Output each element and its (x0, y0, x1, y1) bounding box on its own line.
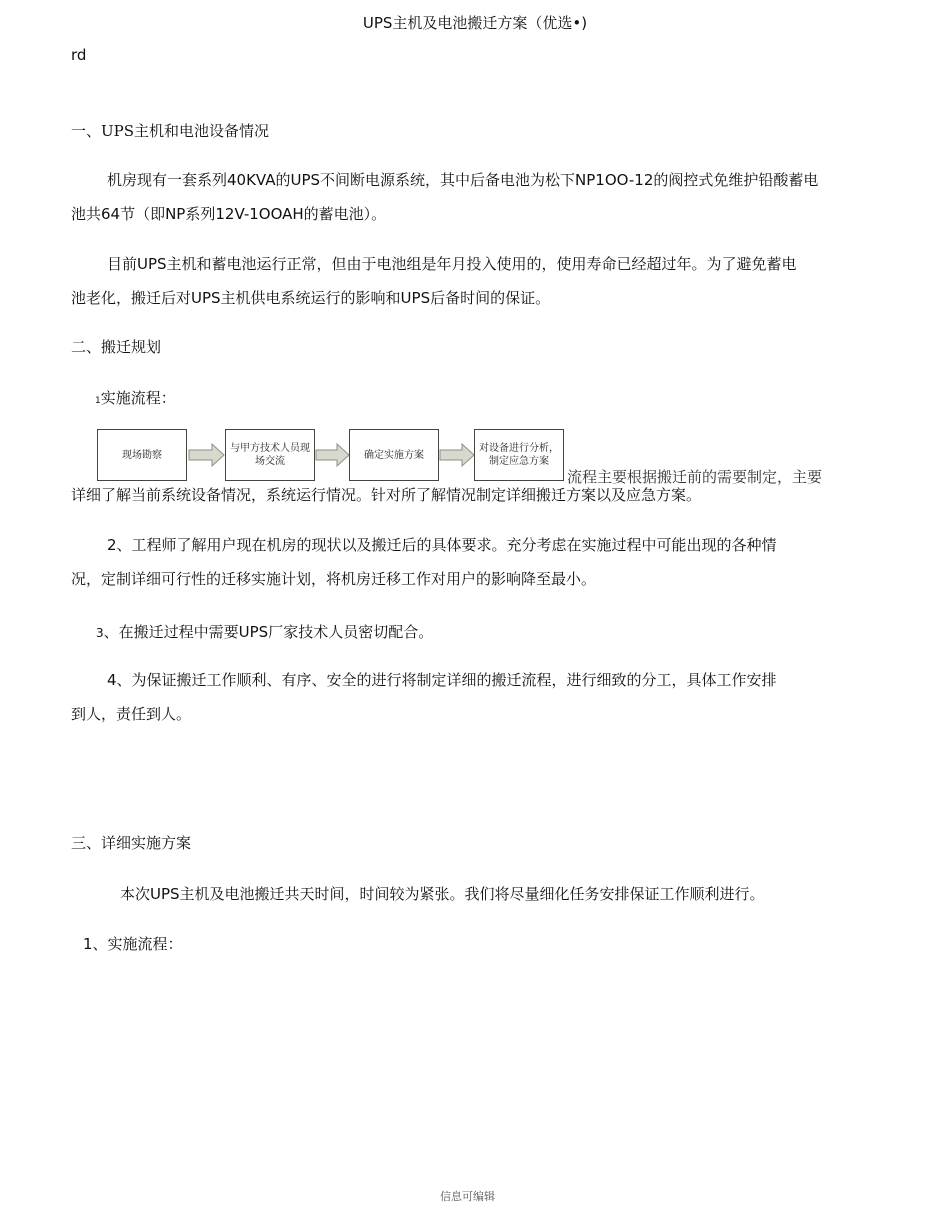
section-1-heading: 一、UPS主机和电池设备情况 (71, 122, 270, 140)
step-number: 1 (95, 396, 101, 406)
flow-step-3: 确定实施方案 (349, 429, 439, 481)
section-3-step-1: 1、实施流程： (83, 935, 183, 953)
step-label: 实施流程： (100, 389, 176, 407)
document-title: UPS主机及电池搬迁方案（优选•) (362, 14, 588, 32)
section-2-heading: 二、搬迁规划 (71, 338, 162, 356)
paragraph-line: 目前UPS主机和蓄电池运行正常，但由于电池组是年月投入使用的，使用寿命已经超过年。为了避免蓄电 (107, 255, 797, 273)
section-3-intro: 本次UPS主机及电池搬迁共天时间，时间较为紧张。我们将尽量细化任务安排保证工作顺利进行。 (120, 885, 765, 903)
item-2-paragraph (71, 528, 886, 596)
paragraph-line: 2、工程师了解用户现在机房的现状以及搬迁后的具体要求。充分考虑在实施过程中可能出现的各种情 (107, 536, 777, 554)
paragraph-line: 机房现有一套系列40KVA的UPS不间断电源系统，其中后备电池为松下NP1OO-12的阀控式免维护铅酸蓄电 (107, 171, 819, 189)
paragraph-line: 池老化，搬迁后对UPS主机供电系统运行的影响和UPS后备时间的保证。 (71, 289, 551, 307)
paragraph-line: 到人，责任到人。 (71, 705, 192, 723)
flow-step-4: 对设备进行分析，制定应急方案 (474, 429, 564, 481)
after-flow-paragraph: 详细了解当前系统设备情况，系统运行情况。针对所了解情况制定详细搬迁方案以及应急方案。 (71, 486, 702, 504)
item-number: 3 (96, 626, 104, 640)
arrow-right-icon (188, 443, 225, 467)
item-text: 、在搬迁过程中需要UPS厂家技术人员密切配合。 (103, 623, 434, 641)
paragraph-line: 4、为保证搬迁工作顺利、有序、安全的进行将制定详细的搬迁流程，进行细致的分工，具体工作安排 (107, 671, 777, 689)
section-1-paragraph-2 (71, 247, 886, 315)
arrow-right-icon (315, 443, 350, 467)
footer-clip (440, 1186, 530, 1203)
section-1-paragraph-1 (71, 163, 886, 231)
arrow-right-icon (439, 443, 475, 467)
flow-step-2: 与甲方技术人员现场交流 (225, 429, 315, 481)
flow-trailing-text-clip (567, 466, 857, 486)
flow-step-1: 现场勘察 (97, 429, 187, 481)
document-subtitle: rd (71, 46, 87, 64)
item-3-paragraph (96, 621, 433, 642)
section-3-heading: 三、详细实施方案 (71, 834, 192, 852)
step-1-label (95, 387, 176, 408)
flow-trailing-text: 流程主要根据搬迁前的需要制定，主要 (567, 468, 823, 486)
page-footer: 信息可编辑 (440, 1190, 495, 1203)
paragraph-line: 池共64节（即NP系列12V-1OOAH的蓄电池）。 (71, 205, 387, 223)
item-4-paragraph (71, 663, 886, 731)
paragraph-line: 况，定制详细可行性的迁移实施计划，将机房迁移工作对用户的影响降至最小。 (71, 570, 597, 588)
